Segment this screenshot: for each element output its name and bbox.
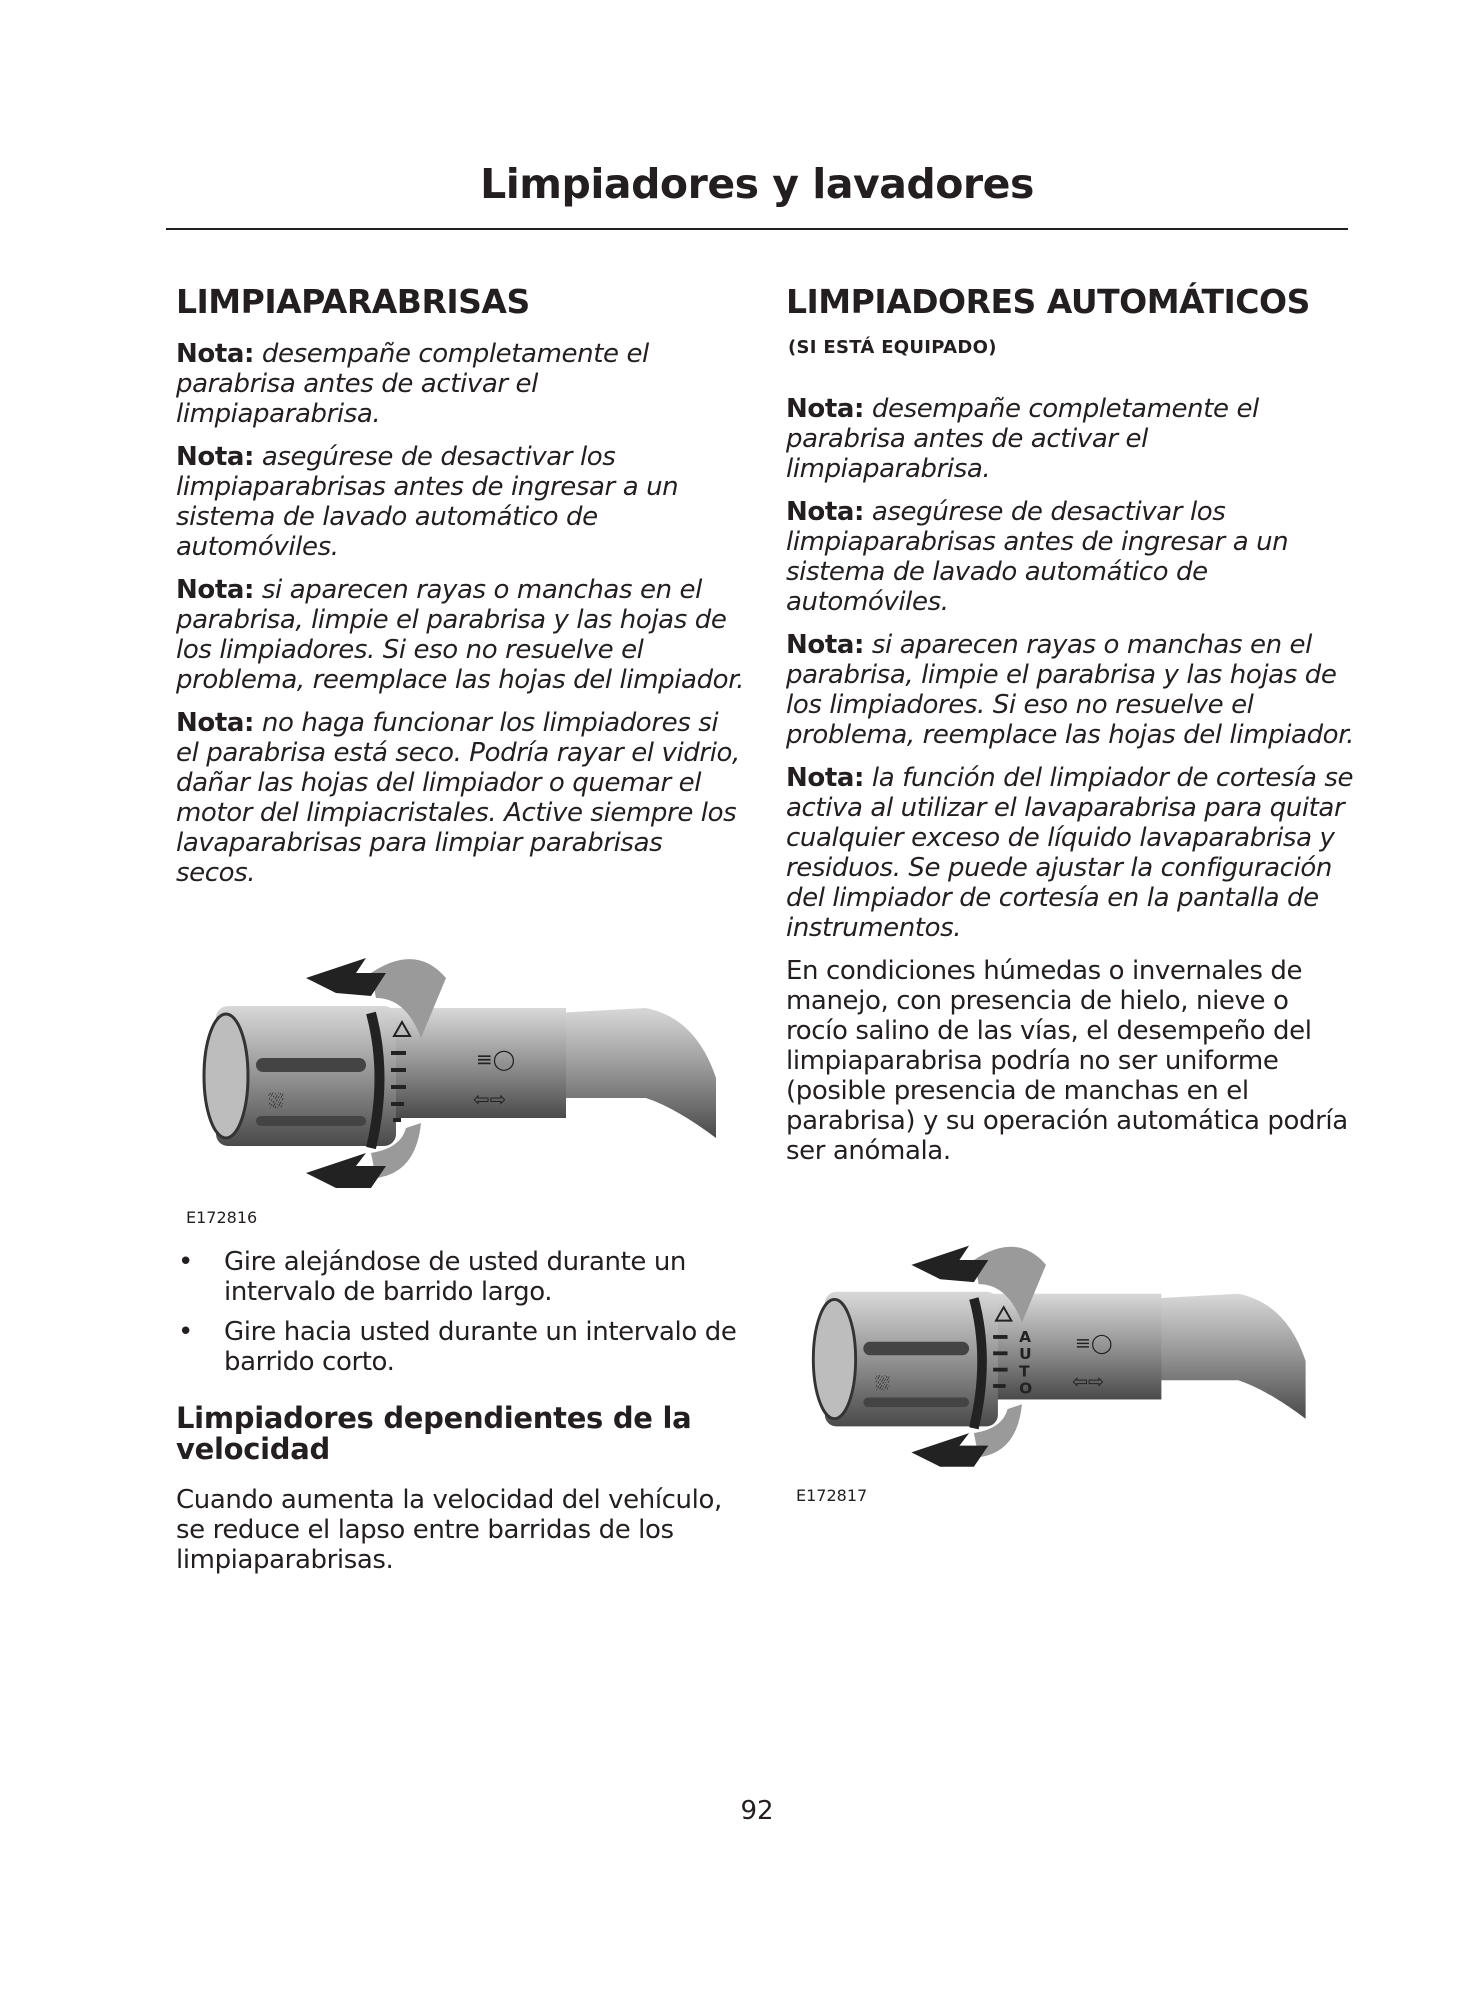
svg-text:A: A (1019, 1327, 1031, 1346)
auto-wiper-lever-illustration (786, 1236, 1356, 1486)
note (786, 630, 1356, 750)
note (786, 497, 1356, 617)
list-item (176, 1247, 746, 1307)
left-column (176, 282, 746, 1588)
note (786, 394, 1356, 484)
section-heading: LIMPIAPARABRISAS (176, 282, 530, 321)
svg-text:⛆: ⛆ (874, 1371, 891, 1395)
svg-text:⇦⇨: ⇦⇨ (1071, 1369, 1105, 1393)
svg-text:≡◯: ≡◯ (476, 1047, 516, 1071)
list-item (176, 1317, 746, 1377)
note-text: asegúrese de desactivar los limpiaparabrisas antes de ingresar a un sistema de lavado automático de automóviles. (176, 442, 679, 562)
auto-wiper-lever-icon (786, 1236, 1306, 1486)
note (176, 442, 746, 562)
note-text: asegúrese de desactivar los limpiaparabrisas antes de ingresar a un sistema de lavado automático de automóviles. (786, 497, 1289, 617)
subsection-heading: Limpiadores dependientes de la velocidad (176, 1401, 692, 1466)
note-label: Nota: (176, 339, 254, 369)
svg-text:T: T (1019, 1362, 1030, 1381)
page-title: Limpiadores y lavadores (480, 160, 1034, 208)
page-number: 92 (740, 1796, 774, 1826)
body-paragraph: Cuando aumenta la velocidad del vehículo, se reduce el lapso entre barridas de los limpiaparabrisas. (176, 1485, 722, 1575)
note-text: desempañe completamente el parabrisa antes de activar el limpiaparabrisa. (786, 394, 1259, 484)
note (176, 339, 746, 429)
note-label: Nota: (176, 708, 254, 738)
body-paragraph: En condiciones húmedas o invernales de manejo, con presencia de hielo, nieve o rocío salino de las vías, el desempeño del limpiaparabrisa podría no ser uniforme (posible presencia de manchas en el parabrisa) y su operación automática podría ser anómala. (786, 956, 1348, 1166)
note (176, 708, 746, 888)
note-label: Nota: (176, 442, 254, 472)
wiper-lever-illustration (176, 948, 746, 1208)
note-label: Nota: (786, 394, 864, 424)
note-label: Nota: (786, 763, 864, 793)
section-subtitle: (SI ESTÁ EQUIPADO) (788, 337, 997, 358)
svg-text:⛆: ⛆ (268, 1089, 284, 1113)
wiper-lever-icon (176, 948, 716, 1208)
note-text: si aparecen rayas o manchas en el parabrisa, limpie el parabrisa y las hojas de los limpiadores. Si eso no resuelve el problema, reemplace las hojas del limpiador. (176, 575, 744, 695)
svg-text:O: O (1019, 1379, 1033, 1398)
note (176, 575, 746, 695)
bullet-list (176, 1247, 746, 1377)
note-text: no haga funcionar los limpiadores si el parabrisa está seco. Podría rayar el vidrio, dañar las hojas del limpiador o quemar el motor del limpiacristales. Active siempre los lavaparabrisas para limpiar parabrisas secos. (176, 708, 740, 888)
note-text: si aparecen rayas o manchas en el parabrisa, limpie el parabrisa y las hojas de los limpiadores. Si eso no resuelve el problema, reemplace las hojas del limpiador. (786, 630, 1354, 750)
bullet-mark: • (178, 1247, 193, 1277)
svg-text:U: U (1019, 1345, 1032, 1364)
auto-label (1019, 1328, 1032, 1398)
figure-label: E172817 (796, 1486, 868, 1505)
bullet-mark: • (178, 1317, 193, 1347)
note-text: la función del limpiador de cortesía se activa al utilizar el lavaparabrisa para quitar cualquier exceso de líquido lavaparabrisa y residuos. Se puede ajustar la configuración del limpiador de cortesía en la pantalla de instrumentos. (786, 763, 1354, 943)
note-text: desempañe completamente el parabrisa antes de activar el limpiaparabrisa. (176, 339, 649, 429)
bullet-text: Gire alejándose de usted durante un intervalo de barrido largo. (224, 1247, 686, 1307)
svg-text:⇦⇨: ⇦⇨ (473, 1087, 507, 1111)
svg-text:≡◯: ≡◯ (1074, 1331, 1113, 1355)
bullet-text: Gire hacia usted durante un intervalo de barrido corto. (224, 1317, 737, 1377)
note-label: Nota: (786, 630, 864, 660)
section-heading: LIMPIADORES AUTOMÁTICOS (786, 282, 1310, 321)
right-column (786, 282, 1356, 1525)
header-divider (166, 228, 1348, 230)
note-label: Nota: (176, 575, 254, 605)
note (786, 763, 1356, 943)
note-label: Nota: (786, 497, 864, 527)
figure-label: E172816 (186, 1208, 258, 1227)
